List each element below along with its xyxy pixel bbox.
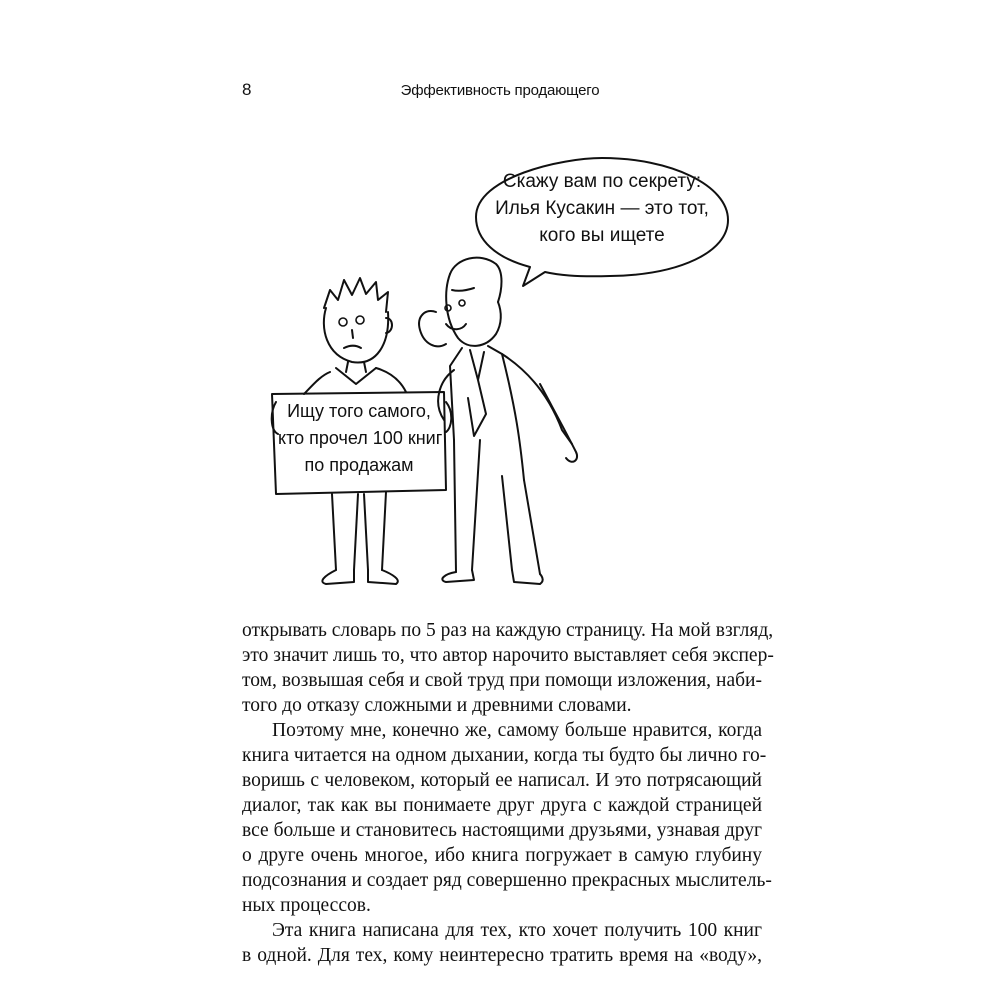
sign-line: кто прочел 100 книг xyxy=(278,428,443,448)
text-line: все больше и становитесь настоящими друзьями, узнавая друг xyxy=(242,820,762,841)
text-line: открывать словарь по 5 раз на каждую страницу. На мой взгляд, xyxy=(242,620,774,641)
speech-bubble-line: кого вы ищете xyxy=(539,225,665,246)
sign-line: Ищу того самого, xyxy=(287,401,431,421)
speech-bubble-line: Скажу вам по секрету: xyxy=(502,171,702,192)
text-line: книга читается на одном дыхании, когда ты будто бы лично го- xyxy=(242,745,767,766)
speech-bubble-text xyxy=(484,168,720,249)
right-person-head xyxy=(446,274,501,346)
right-person-hair xyxy=(450,258,502,302)
text-line: ных процессов. xyxy=(242,895,371,916)
text-line: о друге очень многое, ибо книга погружает в самую глубину xyxy=(242,845,762,866)
text-line: подсознания и создает ряд совершенно прекрасных мыслитель- xyxy=(242,870,772,891)
left-person-head xyxy=(324,308,388,362)
speech-bubble-line: Илья Кусакин — это тот, xyxy=(495,198,709,219)
paragraph xyxy=(242,918,762,968)
body-text xyxy=(242,618,774,968)
left-person-hair xyxy=(324,278,388,312)
running-title: Эффективность продающего xyxy=(400,82,600,99)
page-number: 8 xyxy=(242,80,252,99)
text-line: в одной. Для тех, кому неинтересно тратить время на «воду», xyxy=(242,945,762,966)
sign-text xyxy=(278,398,443,479)
text-line: воришь с человеком, который ее написал. И это потрясающий xyxy=(242,770,762,791)
text-line: Эта книга написана для тех, кто хочет получить 100 книг xyxy=(272,920,762,941)
text-line: Поэтому мне, конечно же, самому больше нравится, когда xyxy=(272,720,762,741)
text-line: том, возвышая себя и свой труд при помощи изложения, наби- xyxy=(242,670,762,691)
text-line: того до отказу сложными и древними словами. xyxy=(242,695,632,716)
text-line: диалог, так как вы понимаете друг друга с каждой страницей xyxy=(242,795,762,816)
text-line: это значит лишь то, что автор нарочито выставляет себя экспер- xyxy=(242,645,774,666)
paragraph xyxy=(242,618,774,718)
sign-line: по продажам xyxy=(304,455,414,475)
paragraph xyxy=(242,718,772,918)
